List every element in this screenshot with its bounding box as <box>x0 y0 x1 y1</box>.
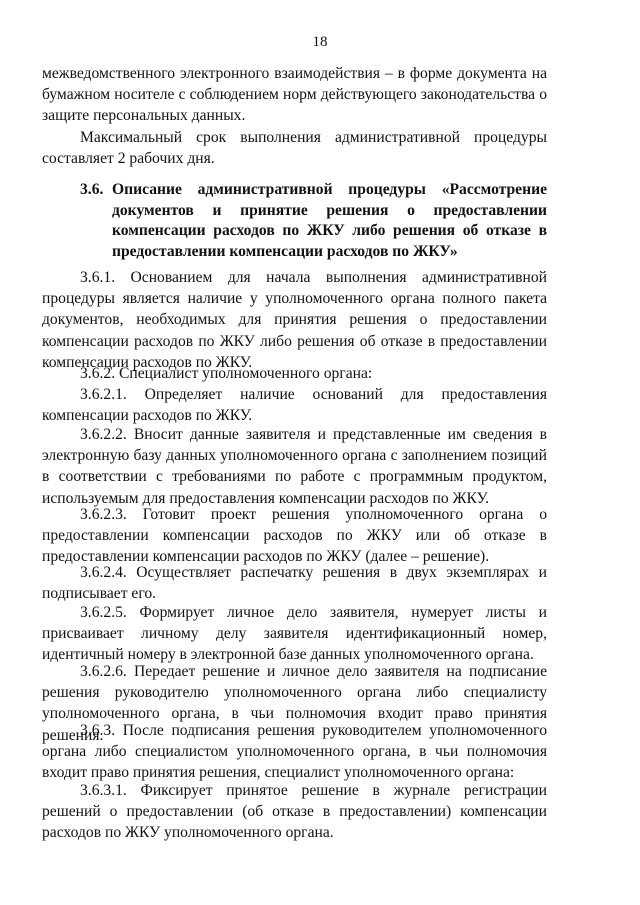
section-title: Описание административной процедуры «Рассмотрение документов и принятие решения о предоставлении компенсации расходов по ЖКУ либо решения об отказе в предоставлении компенсации расходов по ЖКУ» <box>112 181 547 260</box>
section-heading <box>80 180 547 262</box>
item-3-6-2-3: 3.6.2.3. Готовит проект решения уполномоченного органа о предоставлении компенсации расходов по ЖКУ или об отказе в предоставлении компенсации расходов по ЖКУ (далее – решение). <box>42 506 547 566</box>
item-3-6-2-6: 3.6.2.6. Передает решение и личное дело заявителя на подписание решения руководителю уполномоченного органа либо специалисту уполномоченного органа, в чьи полномочия входит право принятия решения. <box>42 663 547 744</box>
item-3-6-3: 3.6.3. После подписания решения руководителем уполномоченного органа либо специалистом уполномоченного органа, в чьи полномочия входит право принятия решения, специалист уполномоченного органа: <box>42 722 547 782</box>
item-3-6-2-4: 3.6.2.4. Осуществляет распечатку решения в двух экземплярах и подписывает его. <box>42 564 547 603</box>
item-3-6-3-1: 3.6.3.1. Фиксирует принятое решение в журнале регистрации решений о предоставлении (об отказе в предоставлении) компенсации расходов по ЖКУ уполномоченного органа. <box>42 782 547 842</box>
item-3-6-2-1: 3.6.2.1. Определяет наличие оснований для предоставления компенсации расходов по ЖКУ. <box>42 386 547 425</box>
paragraph-continuation: межведомственного электронного взаимодействия – в форме документа на бумажном носителе с соблюдением норм действующего законодательства о защите персональных данных. <box>42 65 547 125</box>
page-number: 18 <box>312 34 328 50</box>
item-3-6-2: 3.6.2. Специалист уполномоченного органа: <box>80 365 373 382</box>
item-3-6-2-5: 3.6.2.5. Формирует личное дело заявителя, нумерует листы и присваивает личному делу заявителя идентификационный номер, идентичный номеру в электронной базе данных уполномоченного органа. <box>42 604 547 664</box>
item-3-6-1: 3.6.1. Основанием для начала выполнения административной процедуры является наличие у уполномоченного органа полного пакета документов, необходимых для принятия решения о предоставлении компенсации расходов по ЖКУ либо решения об отказе в предоставлении компенсации расходов по ЖКУ. <box>42 269 547 371</box>
item-3-6-2-2: 3.6.2.2. Вносит данные заявителя и представленные им сведения в электронную базу данных уполномоченного органа с заполнением позиций в соответствии с требованиями по работе с программным продуктом, используемым для предоставления компенсации расходов по ЖКУ. <box>42 426 547 507</box>
section-number: 3.6. <box>80 181 104 198</box>
paragraph-deadline: Максимальный срок выполнения административной процедуры составляет 2 рабочих дня. <box>42 129 547 168</box>
